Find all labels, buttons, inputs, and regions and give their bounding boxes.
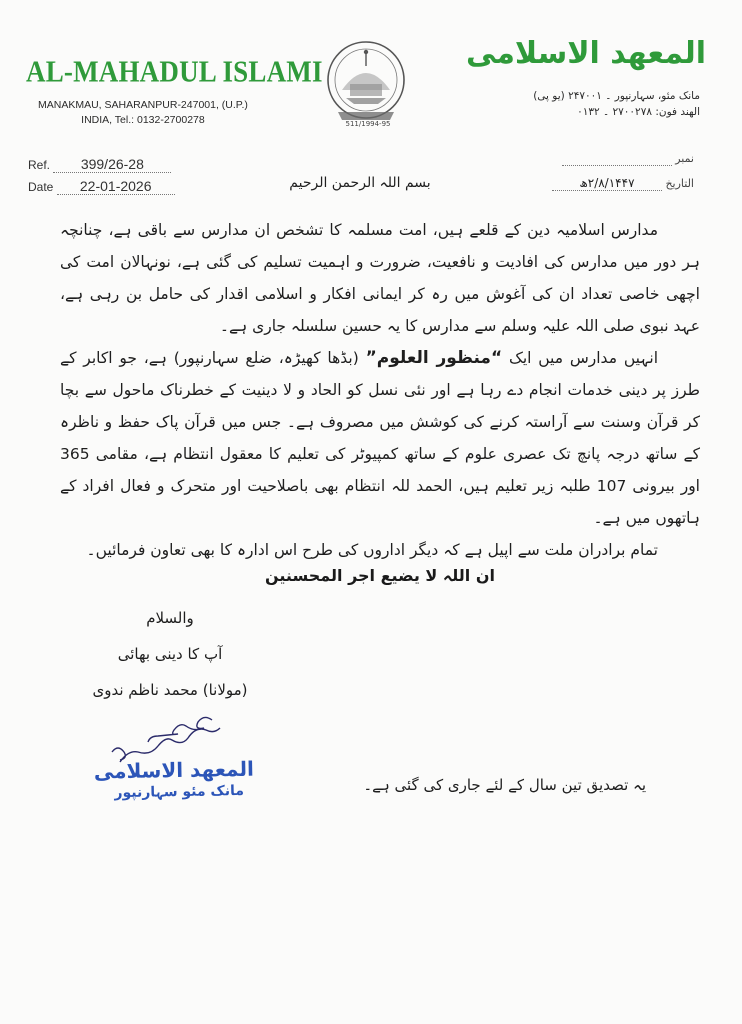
paragraph-1: مدارس اسلامیہ دین کے قلعے ہیں، امت مسلمہ کا تشخص ان مدارس سے باقی ہے، چنانچہ ہر دور میں مدارس کی افادیت و نافعیت، ضرورت و اہمیت تسلیم کی گئی ہے، نونہالان امت کی اچھی خاصی تعداد ان کی آغوش میں رہ کر ایمانی افکار و اسلامی اقدار کی حامل بن رہی ہے، عہد نبوی صلی اللہ علیہ وسلم سے مدارس کا یہ حسین سلسلہ جاری ہے۔ xyxy=(60,221,700,335)
institution-stamp xyxy=(93,756,255,802)
stamp-place: مانک مئو سہارنپور xyxy=(114,782,245,802)
letter-body xyxy=(60,214,700,566)
address-line-2: INDIA, Tel.: 0132-2700278 xyxy=(81,114,205,126)
signer-name: (مولانا) محمد ناظم ندوی xyxy=(92,681,248,699)
address-line-1: MANAKMAU, SAHARANPUR-247001, (U.P.) xyxy=(38,99,248,111)
date-label: Date xyxy=(28,180,54,194)
salutation: والسلام xyxy=(146,609,194,627)
institute-name: “منظور العلوم” xyxy=(365,348,503,368)
institution-address-english xyxy=(38,98,248,128)
number-blank xyxy=(562,152,672,166)
paragraph-2-rest: (بڈھا کھیڑہ، ضلع سہارنپور) ہے، جو اکابر کے طرز پر دینی خدمات انجام دے رہا ہے اور نئی نسل کو الحاد و لا دینیت کے خطرناک ماحول سے بچا کر قرآن وسنت سے آراستہ کرنے کی کوشش میں مصروف ہے۔ جس میں قرآن پاک حفظ و ناظرہ کے ساتھ درجہ پانچ تک عصری علوم کے ساتھ کمپیوٹر کی تعلیم کا معقول انتظام ہے، مقامی 365 اور بیرونی 107 طلبہ زیر تعلیم ہیں، الحمد للہ انتظام بھی باصلاحیت اور متحرک و فعال افراد کے ہاتھوں میں ہے۔ xyxy=(60,349,700,527)
date-field xyxy=(28,178,175,195)
hijri-date-field xyxy=(552,176,694,191)
urdu-address-line-1: مانک مئو، سہارنپور ۔ ۲۴۷۰۰۱ (یو پی) xyxy=(533,90,700,102)
closing-verse: ان اللہ لا یضیع اجر المحسنین xyxy=(265,566,495,585)
validity-note: یہ تصدیق تین سال کے لئے جاری کی گئی ہے۔ xyxy=(363,776,646,794)
signoff-block xyxy=(90,600,250,708)
urdu-address-line-2: الھند فون: ۲۷۰۰۲۷۸ ۔ ۰۱۳۲ xyxy=(577,106,700,118)
signer-relation: آپ کا دینی بھائی xyxy=(117,645,223,663)
institution-address-urdu xyxy=(450,88,700,120)
registration-number: 511/1994-95 xyxy=(345,120,391,128)
stamp-name: المعهد الاسلامی xyxy=(93,756,255,784)
paragraph-2 xyxy=(60,342,700,534)
ref-label: Ref. xyxy=(28,158,51,172)
institution-name-urdu: المعهد الاسلامی xyxy=(466,36,706,71)
hijri-value: ۲/۸/۱۴۴۷ھ xyxy=(552,176,662,191)
paragraph-2-start: انہیں مدارس میں ایک xyxy=(502,349,658,367)
bismillah: بسم اللہ الرحمن الرحیم xyxy=(289,175,431,191)
date-value: 22-01-2026 xyxy=(57,178,175,195)
number-field-urdu xyxy=(562,152,694,166)
ref-field xyxy=(28,156,171,173)
paragraph-3: تمام برادران ملت سے اپیل ہے کہ دیگر اداروں کی طرح اس ادارہ کا بھی تعاون فرمائیں۔ xyxy=(86,541,658,559)
institution-name-english: AL-MAHADUL ISLAMI xyxy=(26,54,323,89)
hijri-label: التاریخ xyxy=(665,177,694,190)
number-label: نمبر xyxy=(675,152,694,165)
ref-value: 399/26-28 xyxy=(53,156,171,173)
